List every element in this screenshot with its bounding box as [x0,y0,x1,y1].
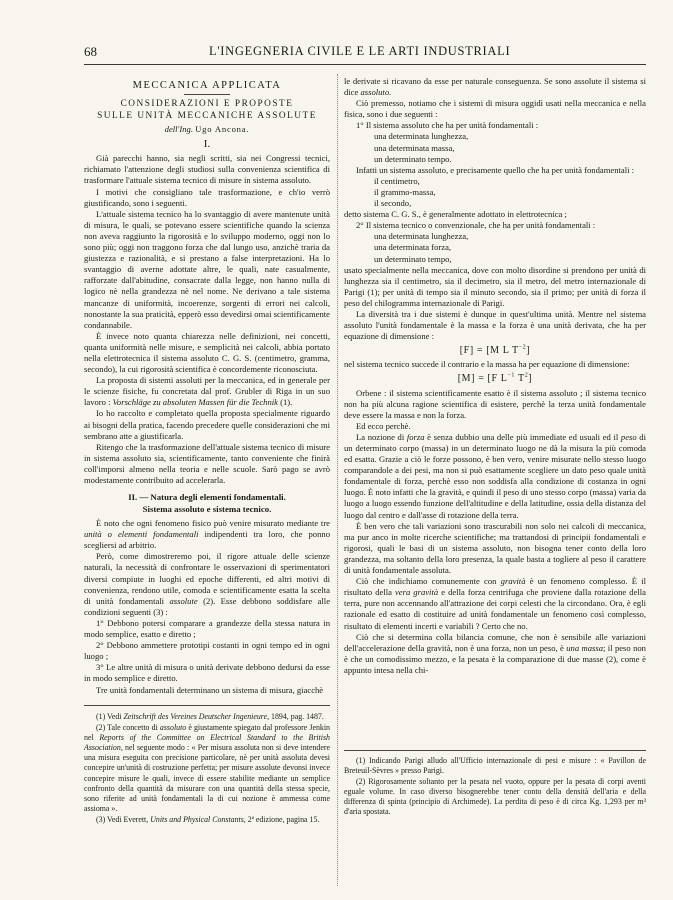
paragraph: Tre unità fondamentali determinano un sistema di misura, giacchè [96,684,324,695]
paragraph: I motivi che consigliano tale trasformazione, e ch'io verrò giustificando, sono i seguenti. [84,186,330,208]
condition-item: 3° Le altre unità di misura o unità derivate debbono dedursi da esse in modo semplice e diretto. [84,662,330,684]
paragraph: È noto che ogni fenomeno fisico può venire misurato mediante tre unità o elementi fondamentali indipendenti tra loro, che ponno scegliersi ad arbitrio. [84,518,330,551]
unit-item: una determinata lunghezza, [374,131,469,142]
paragraph: Orbene : il sistema scientificamente esatto è il sistema assoluto ; il sistema tecnico non ha più alcuna ragione scientifica di esistere, perchè la terza unità fondamentale deve essere la massa e non la forza. [344,387,646,420]
paragraph: Ed ecco perchè. [356,420,411,431]
footnote: (2) Rigorosamente soltanto per la pesata nel vuoto, oppure per la pesata di corpi aventi eguale volume. In caso diverso bisognerebbe tener conto della densità dell'aria e della differenza di spinta (principio di Archimede). La perdita di peso è di circa Kg. 1,293 per m³ d'aria spostata. [344,777,646,817]
footnote: (1) Indicando Parigi alludo all'Ufficio internazionale di pesi e misure : « Pavillon de Breteuil-Sèvres » presso Parigi. [344,756,646,776]
chapter-number: I. [203,138,211,151]
unit-item: una determinata massa, [374,142,455,153]
unit-item: il secondo, [374,198,412,209]
unit-item: un determinato tempo, [374,253,452,264]
paragraph: detto sistema C. G. S., è generalmente adottato in elettrotecnica ; [344,209,567,220]
paragraph: Ciò che indichiamo comunemente con gravità è un fenomeno complesso. È il risultato della vera gravità e della forza centrifuga che proviene dalla rotazione della terra, pure non accennando all'attrazione dei corpi celesti che la circondano. Ora, è egli razionale ed esatto di costituire ad unità fondamentale un fenomeno così complesso, risultato di elementi incerti e variabili ? Certo che no. [344,576,646,631]
footnote: (2) Tale concetto di assoluto è giustamente spiegato dal professore Jenkin nel Reports of the Committee on Electrical Standard to the British Association, nel seguente modo : « Per misura assoluta non si deve intendere una misura eseguita con precisione particolare, nè per unità assoluta devesi concepire un'unità di costruzione perfetta; per misure assolute devonsi invece concepire misure le quali, invece di essere stabilite mediante un semplice confronto della quantità da misurare con una quantità della stessa specie, sono riferite ad unità fondamentali la di cui nozione è ammessa come assioma ». [84,723,331,813]
paragraph: Infatti un sistema assoluto, e precisamente quello che ha per unità fondamentali : [356,164,635,175]
cited-work-title: Vorschläge zu absoluten Massen für die Technik [112,397,278,408]
author-name: Ugo Ancona. [195,124,250,135]
page-number: 68 [84,44,97,59]
paragraph: usato specialmente nella meccanica, dove con molto disordine si prendono per unità di lunghezza sia il centimetro, sia il decimetro, sia il metro, del metro internazionale di Parigi (1); per unità di tempo sia il minuto secondo, sia il primo; per unità di forza il peso del chilogramma internazionale di Parigi. [344,264,646,308]
unit-item: il grammo-massa, [374,186,436,197]
system-heading: 2° Il sistema tecnico o convenzionale, che ha per unità fondamentali : [356,220,596,231]
force-dimension-formula: [F] = [M L $T^{-2}$] [459,344,531,357]
condition-item: 2° Debbono ammettere prototipi costanti in ogni tempo ed in ogni luogo ; [84,640,330,662]
paragraph: Ritengo che la trasformazione dell'attuale sistema tecnico di misure in sistema assoluto sia, scientificamente, tanto conveniente che finirà coll'imporsi almeno nella teoria e nelle scuole. Sarò pago se avrò modestamente contribuito ad accelerarla. [84,441,330,485]
article-title-line1: CONSIDERAZIONI E PROPOSTE [120,99,294,110]
paragraph: L'attuale sistema tecnico ha lo svantaggio di avere mantenute unità di misura, le quali, se potevano essere scientifiche quando la scienza non aveva raggiunto la rigorosità e lo sviluppo moderno, oggi non lo sono più; oggi non traggono forza che dal lungo uso, anzichè traria da giustezza e razionalità, e si prestano a false interpretazioni. Ha lo svantaggio di averne adottate altre, le quali, nate casualmente, rafforzate dall'abitudine, consacrate dalla legge, non hanno nulla di logico nè nella grandezza nè nel nome. Ne derivano a tale sistema mancanze di uniformità, incoerenze, sorgenti di errori nei calcoli, nonostante la sua praticità, epperò esso devedirsi omai scientificamente condannabile. [84,208,330,330]
unit-item: una determinata lunghezza, [374,231,469,242]
footnote: (1) Vedi Zeitschrift des Vereines Deutscher Ingenieure, 1894, pag. 1487. [96,712,324,721]
article-title-line2: SULLE UNITÀ MECCANICHE ASSOLUTE [97,111,317,122]
footnotes-right [344,756,646,819]
subsection-heading-line1: II. — Natura degli elementi fondamentali. [128,492,286,503]
section-heading: MECCANICA APPLICATA [132,80,282,91]
paragraph: Ciò premesso, notiamo che i sistemi di misura oggidì usati nella meccanica e nella fisica, sono i due seguenti : [344,98,646,120]
paragraph: Già parecchi hanno, sia negli scritti, sia nei Congressi tecnici, richiamato l'attenzione degli studiosi sulla convenienza scientifica di trasformare l'attuale sistema tecnico di misure in sistema assoluto. [84,153,330,186]
paragraph: La diversità tra i due sistemi è dunque in quest'ultima unità. Mentre nel sistema assoluto l'unità fondamentale è la massa e la forza è una unità derivata, che ha per equazione di dimensione : [344,308,646,342]
paragraph: Io ho raccolto e completato quella proposta specialmente riguardo ai bisogni della pratica, facendo precedere quelle considerazioni che mi sembrano atte a giustificarla. [84,408,330,441]
header-rule [84,64,646,65]
unit-item: un determinato tempo. [374,153,452,164]
subsection-heading-line2: Sistema assoluto e sistema tecnico. [142,503,272,514]
system-heading: 1° Il sistema assoluto che ha per unità fondamentali : [356,120,539,131]
footnote-rule [84,705,330,706]
subsection-heading [84,492,330,515]
author-prefix: dell'Ing. [164,124,194,135]
author-line [84,124,330,135]
paragraph: La proposta di sistemi assoluti per la meccanica, ed in generale per le scienze fisiche, fu concretata dal prof. Grubler di Riga in un suo lavoro : Vorschläge zu absoluten Massen für die Technik (1). [84,375,330,408]
left-column [84,76,330,696]
footnote-rule [344,750,646,751]
paragraph: Ciò che si determina colla bilancia comune, che non è sensibile alle variazioni dell'accelerazione della gravità, non è una forza, non un peso, è una massa; il peso non è che un comodissimo mezzo, e la pesata è la comparazione di due masse (2), come è appunto intesa nella chi- [344,631,646,675]
footnote: (3) Vedi Everett, Units and Physical Constants, 2ª edizione, pagina 15. [96,814,320,824]
right-column [344,76,646,676]
unit-item: una determinata forza, [374,242,452,253]
footnotes-left [84,712,330,826]
mass-dimension-formula: [M] = [F $L^{-1}$ $T^2$] [457,373,533,385]
paragraph: È ben vero che tali variazioni sono trascurabili non solo nei calcoli di meccanica, ma pur anco in molte ricerche scientifiche; ma trattandosi di principii fondamentali e rigorosi, quali le basi di un sistema assoluto, non bisogna tener conto della loro grandezza, ma soltanto della loro presenza, la quale basta a togliere al peso il carattere di unità fondamentale assoluta. [344,520,646,576]
unit-item: il centimetro, [374,175,420,186]
running-title: L'INGEGNERIA CIVILE E LE ARTI INDUSTRIALI [209,44,511,58]
paragraph: È invece noto quanta chiarezza nelle definizioni, nei concetti, quanta uniformità nelle misure, e semplicità nei calcoli, abbia portato nella elettrotecnica il sistema assoluto C. G. S. (centimetro, gramma, secondo), la cui rigorosità scientifica è concordemente riconosciuta. [84,330,330,375]
paragraph: le derivate si ricavano da esse per naturale conseguenza. Se sono assolute il sistema si dice assoluto. [344,76,646,98]
paragraph: nel sistema tecnico succede il contrario e la massa ha per equazione di dimensione: [344,359,630,370]
condition-item: 1° Debbono potersi comparare a grandezze della stessa natura in modo semplice, esatto e diretto ; [84,617,330,640]
section-rule [184,94,230,95]
column-divider [337,74,338,886]
page-header [84,44,646,62]
paragraph: Però, come dimostreremo poi, il rigore attuale delle scienze naturali, la necessità di confrontare le osservazioni di sperimentatori diversi compiute in luoghi ed epoche differenti, ed altri motivi di convenienza, rendono utile, comoda e scientificamente esatta la scelta di unità fondamentali assolute (2). Esse debbono soddisfare alle condizioni seguenti (3) : [84,551,331,617]
paragraph: La nozione di forza è senza dubbio una delle più immediate ed usuali ed il peso di un determinato corpo (massa) in un determinato luogo ne dà la misura la più comoda ed esatta. Grazie a ciò le forze possono, è ben vero, venire misurate nello stesso luogo comparandole a dei pesi, ma non si può esattamente scegliere un dato peso quale unità fondamentale di forza, perchè esso non soddisfa alla condizione di costanza in ogni luogo. È noto infatti che la gravità, e quindi il peso di uno stesso corpo (massa) varia da luogo a luogo essendo funzione dell'altitudine e della latitudine, ossia della distanza del luogo dal centro e dall'asse di rotazione della terra. [344,431,646,520]
